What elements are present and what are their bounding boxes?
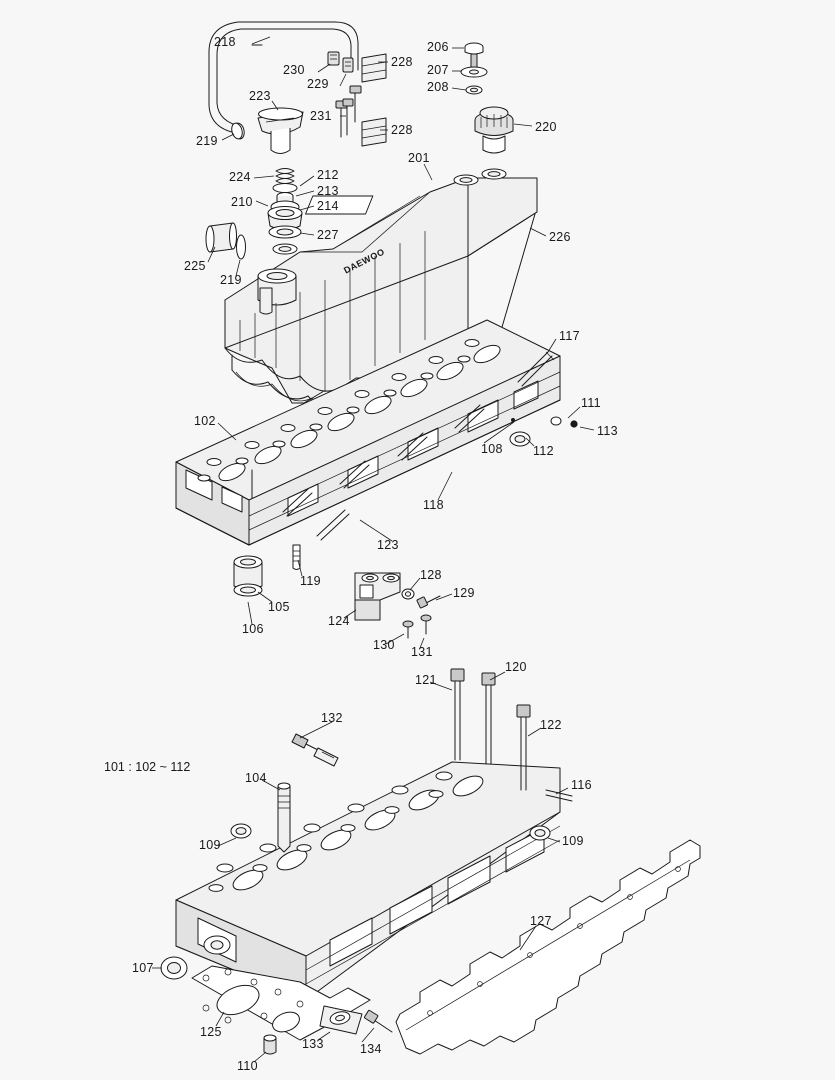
part-219-oring-c bbox=[237, 235, 246, 259]
part-228-bracket-upper bbox=[362, 54, 386, 82]
brand-logo-text: DAEWOO bbox=[342, 246, 387, 276]
callout-124: 124 bbox=[328, 614, 350, 628]
callout-110: 110 bbox=[237, 1059, 258, 1073]
part-206-bolt bbox=[465, 43, 483, 68]
part-223-breather bbox=[258, 108, 303, 154]
callout-224: 224 bbox=[229, 170, 251, 184]
callout-111: 111 bbox=[581, 396, 601, 410]
callout-131: 131 bbox=[411, 645, 433, 659]
part-120-bolt bbox=[482, 673, 495, 764]
part-227-gasket bbox=[269, 226, 301, 238]
callout-207: 207 bbox=[427, 63, 449, 77]
callout-210: 210 bbox=[231, 195, 253, 209]
callout-219-a: 219 bbox=[196, 134, 218, 148]
callout-104: 104 bbox=[245, 771, 267, 785]
part-224-spring bbox=[276, 169, 294, 184]
part-109-ring-right bbox=[530, 826, 550, 840]
callout-125: 125 bbox=[200, 1025, 222, 1039]
part-230-clamp bbox=[328, 52, 339, 65]
group-note: 101 : 102 ~ 112 bbox=[104, 760, 191, 774]
part-111-112-113 bbox=[510, 417, 578, 446]
callout-109-left: 109 bbox=[199, 838, 221, 852]
part-208-seal bbox=[466, 86, 482, 94]
callout-226: 226 bbox=[549, 230, 571, 244]
part-231-bolts bbox=[336, 86, 361, 137]
part-225-sleeve bbox=[206, 223, 237, 252]
callout-106: 106 bbox=[242, 622, 264, 636]
callout-118: 118 bbox=[423, 498, 444, 512]
callout-218: 218 bbox=[214, 35, 236, 49]
part-133-plate bbox=[320, 1006, 362, 1034]
callout-119: 119 bbox=[300, 574, 321, 588]
callout-127: 127 bbox=[530, 914, 552, 928]
callout-128: 128 bbox=[420, 568, 442, 582]
callout-201: 201 bbox=[408, 151, 430, 165]
callout-214: 214 bbox=[317, 199, 339, 213]
callout-206: 206 bbox=[427, 40, 449, 54]
callout-225: 225 bbox=[184, 259, 206, 273]
callout-107: 107 bbox=[132, 961, 154, 975]
callout-220: 220 bbox=[535, 120, 557, 134]
callout-213: 213 bbox=[317, 184, 339, 198]
part-104-nozzle bbox=[278, 783, 290, 852]
part-107-seal bbox=[161, 957, 187, 979]
callout-109-right: 109 bbox=[562, 834, 584, 848]
callout-228-lower: 228 bbox=[391, 123, 413, 137]
callout-130: 130 bbox=[373, 638, 395, 652]
callout-132: 132 bbox=[321, 711, 343, 725]
callout-102: 102 bbox=[194, 414, 216, 428]
callout-231: 231 bbox=[310, 109, 332, 123]
callout-116: 116 bbox=[571, 778, 592, 792]
callout-122: 122 bbox=[540, 718, 562, 732]
part-134-bolt bbox=[364, 1010, 392, 1032]
part-124-bracket bbox=[355, 573, 400, 620]
callout-212: 212 bbox=[317, 168, 339, 182]
callout-219-b: 219 bbox=[220, 273, 242, 287]
callout-123: 123 bbox=[377, 538, 399, 552]
callout-223: 223 bbox=[249, 89, 271, 103]
part-119-pin bbox=[293, 545, 300, 570]
part-109-ring-left bbox=[231, 824, 251, 838]
callout-105: 105 bbox=[268, 600, 290, 614]
callout-129: 129 bbox=[453, 586, 475, 600]
callout-108: 108 bbox=[481, 442, 503, 456]
callout-227: 227 bbox=[317, 228, 339, 242]
part-207-washer bbox=[461, 67, 487, 77]
part-121-bolt bbox=[451, 669, 464, 760]
part-228-bracket-lower bbox=[362, 118, 386, 146]
callout-133: 133 bbox=[302, 1037, 324, 1051]
part-110-plug bbox=[264, 1035, 276, 1054]
callout-228-upper: 228 bbox=[391, 55, 413, 69]
callout-117: 117 bbox=[559, 329, 580, 343]
part-108-lead-point bbox=[511, 418, 515, 422]
part-220-oil-filler-cap bbox=[475, 107, 513, 153]
callout-113: 113 bbox=[597, 424, 618, 438]
callout-120: 120 bbox=[505, 660, 527, 674]
part-105-106-rings bbox=[234, 556, 262, 596]
callout-208: 208 bbox=[427, 80, 449, 94]
part-219-oring-b bbox=[273, 244, 297, 254]
callout-230: 230 bbox=[283, 63, 305, 77]
callout-134: 134 bbox=[360, 1042, 382, 1056]
callout-112: 112 bbox=[533, 444, 554, 458]
callout-121: 121 bbox=[415, 673, 437, 687]
part-128-129-130-131-fasteners bbox=[402, 589, 440, 638]
part-132-sensor bbox=[292, 734, 338, 766]
callout-229: 229 bbox=[307, 77, 329, 91]
part-229-clamp bbox=[343, 58, 353, 72]
